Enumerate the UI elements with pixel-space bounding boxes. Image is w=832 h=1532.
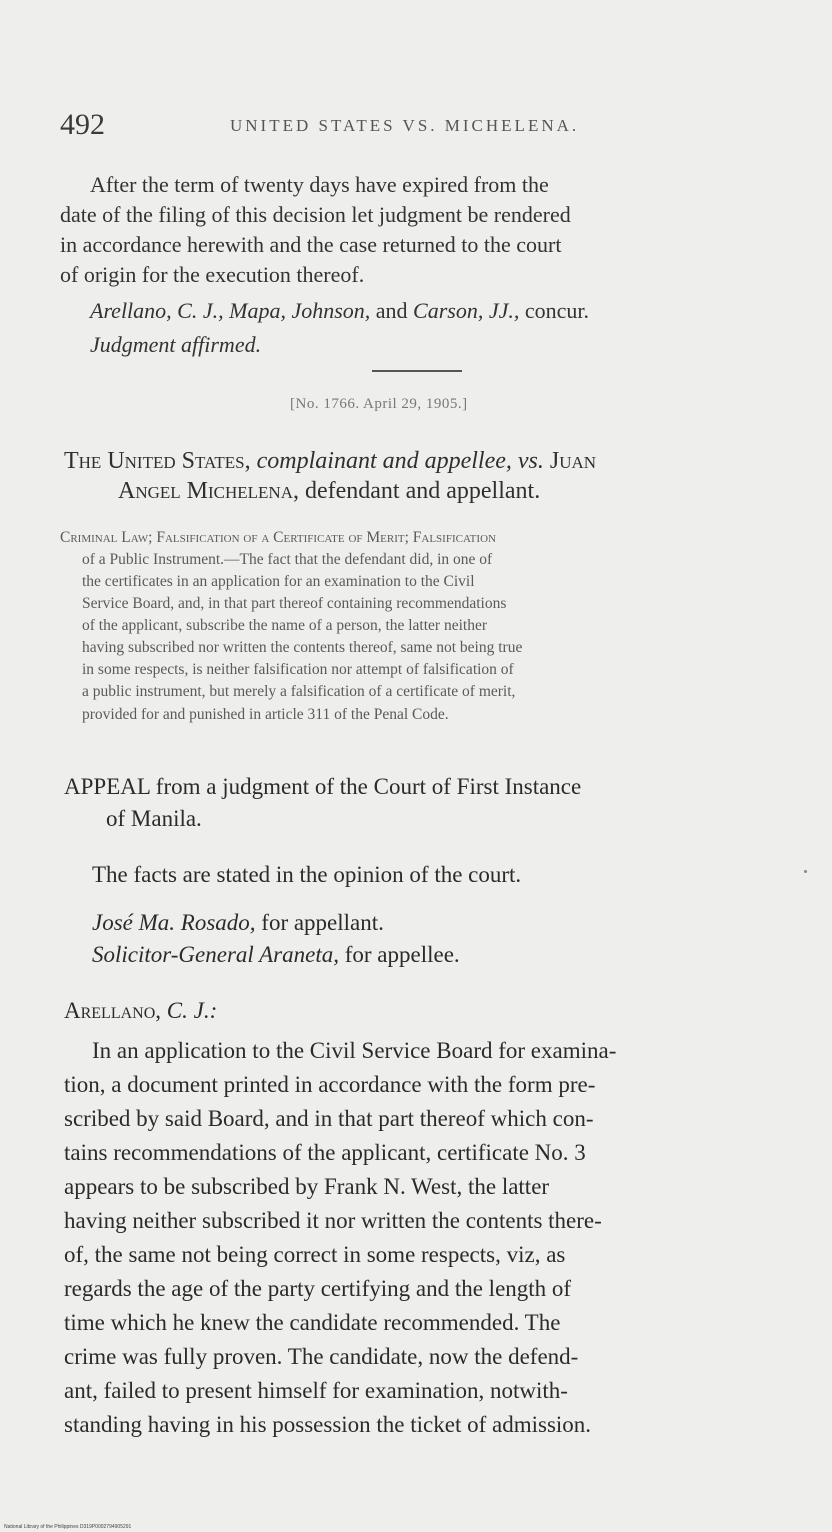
appellee-counsel-role: for appellee. (338, 942, 460, 967)
party-complainant: The United States, (64, 448, 251, 474)
opinion-line: tains recommendations of the applicant, certificate No. 3 (64, 1140, 586, 1165)
text-line: The facts are stated in the opinion of the court. (92, 862, 522, 887)
syllabus-line: in some respects, is neither falsification nor attempt of falsification of (82, 661, 514, 678)
text-line: in accordance herewith and the case returned to the court (60, 232, 562, 257)
syllabus-line: of the applicant, subscribe the name of a person, the latter neither (82, 617, 487, 634)
page-header (60, 108, 780, 148)
appellant-counsel-role: for appellant. (255, 910, 384, 935)
complainant-role: complainant and appellee, (250, 448, 518, 474)
syllabus-line: of a Public Instrument.—The fact that the defendant did, in one of (82, 551, 493, 568)
concurring-justice-carson: Carson, JJ., (413, 298, 520, 323)
text-line: date of the filing of this decision let judgment be rendered (60, 202, 571, 227)
text-line: of Manila. (106, 806, 202, 831)
text-line: of origin for the execution thereof. (60, 262, 365, 287)
appellant-counsel-name: José Ma. Rosado, (92, 910, 256, 935)
counsel-appellant (92, 908, 384, 938)
opinion-author: Arellano, (64, 998, 162, 1023)
case-caption-line-1 (64, 446, 596, 476)
opinion-line: scribed by said Board, and in that part thereof which con- (64, 1106, 594, 1131)
opinion-author-title: C. J.: (161, 998, 218, 1023)
opinion-line: tion, a document printed in accordance with the form pre- (64, 1072, 596, 1097)
syllabus-line: Criminal Law; Falsification of a Certificate of Merit; Falsification (60, 529, 496, 546)
case-caption-line-2 (118, 476, 540, 506)
appellee-counsel-name: Solicitor-General Araneta, (92, 942, 339, 967)
opinion-line: time which he knew the candidate recommended. The (64, 1310, 561, 1335)
scan-footer: National Library of the Philippines D319P0002794905291 (4, 1524, 132, 1530)
text-line: APPEAL from a judgment of the Court of First Instance (64, 774, 582, 799)
syllabus-line: the certificates in an application for an examination to the Civil (82, 573, 475, 590)
defendant-role: defendant and appellant. (298, 478, 541, 504)
running-head: UNITED STATES VS. MICHELENA. (230, 116, 580, 135)
text-line: After the term of twenty days have expired from the (90, 172, 549, 197)
opinion-line: appears to be subscribed by Frank N. West, the latter (64, 1174, 550, 1199)
disposition: Judgment affirmed. (90, 332, 262, 357)
scan-speck (804, 870, 807, 873)
party-defendant-first: Juan (543, 448, 597, 474)
counsel-appellee (92, 940, 460, 970)
opinion-line: ant, failed to present himself for examination, notwith- (64, 1378, 568, 1403)
concur-and: and (370, 298, 414, 323)
syllabus-line: Service Board, and, in that part thereof containing recommendations (82, 595, 507, 612)
case-number: [No. 1766. April 29, 1905.] (290, 396, 468, 412)
opinion-line: of, the same not being correct in some respects, viz, as (64, 1242, 566, 1267)
concurring-justices: Arellano, C. J., Mapa, Johnson, (90, 298, 371, 323)
concur-word: concur. (519, 298, 590, 323)
opinion-line: In an application to the Civil Service Board for examina- (92, 1038, 617, 1063)
opinion-line: regards the age of the party certifying and the length of (64, 1276, 572, 1301)
opinion-line: crime was fully proven. The candidate, now the defend- (64, 1344, 579, 1369)
party-defendant-last: Angel Michelena, (118, 478, 299, 504)
syllabus-line: a public instrument, but merely a falsification of a certificate of merit, (82, 683, 516, 700)
syllabus-line: provided for and punished in article 311 of the Penal Code. (82, 706, 449, 723)
versus: vs. (517, 448, 544, 474)
opinion-author-line (64, 996, 217, 1026)
page-number: 492 (60, 108, 105, 141)
concurrence-line (90, 296, 589, 326)
opinion-line: having neither subscribed it nor written the contents there- (64, 1208, 602, 1233)
opinion-line: standing having in his possession the ticket of admission. (64, 1412, 592, 1437)
syllabus-line: having subscribed nor written the contents thereof, same not being true (82, 639, 523, 656)
section-divider (372, 370, 462, 372)
